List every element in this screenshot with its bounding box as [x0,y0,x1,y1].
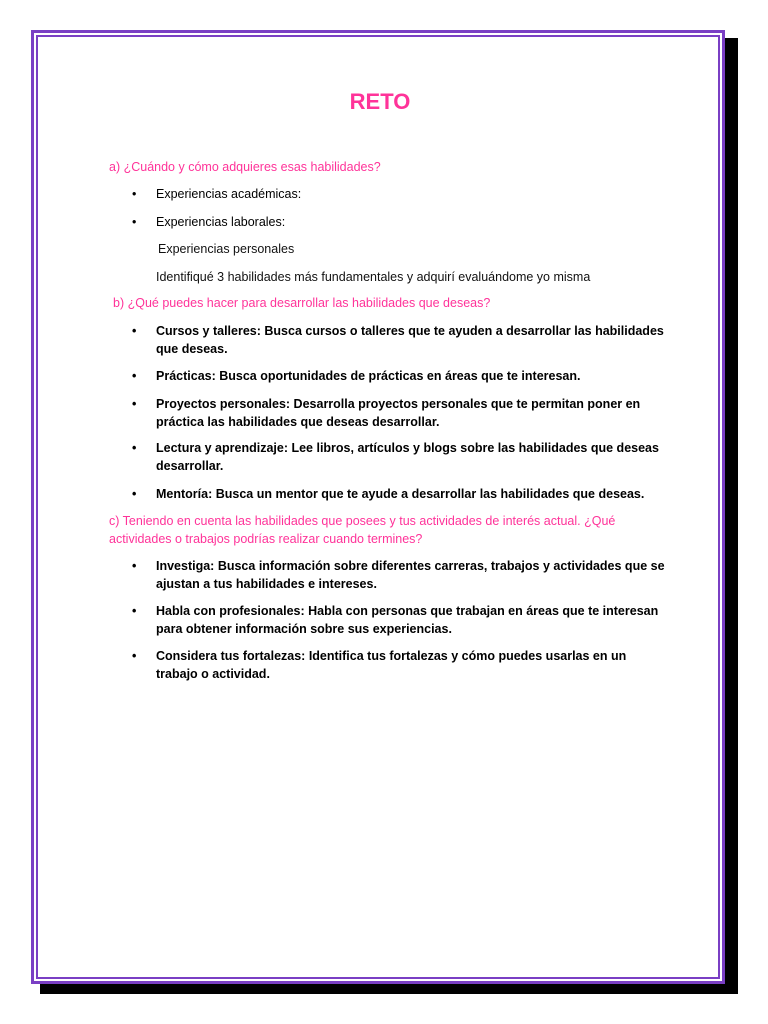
text-line: Experiencias personales [158,242,295,256]
list-item-text: Lectura y aprendizaje: Lee libros, artículos y blogs sobre las habilidades que deseas [156,441,659,455]
list-item-text: desarrollar. [156,459,224,473]
list-item [132,367,692,385]
list-item-text: Mentoría: Busca un mentor que te ayude a desarrollar las habilidades que deseas. [156,487,645,501]
list-item-text: Prácticas: Busca oportunidades de prácticas en áreas que te interesan. [156,369,581,383]
list-item-text: práctica las habilidades que deseas desarrollar. [156,415,440,429]
list-item-text: Cursos y talleres: Busca cursos o talleres que te ayuden a desarrollar las habilidades [156,324,664,338]
list-item-text: Experiencias laborales: [156,215,286,229]
page-title: RETO [349,89,411,114]
bullet-icon: • [132,324,137,338]
list-item [132,395,692,431]
list-item-text: Investiga: Busca información sobre diferentes carreras, trabajos y actividades que se [156,559,665,573]
question-c: c) Teniendo en cuenta las habilidades que posees y tus actividades de interés actual. ¿Qué [109,514,616,528]
list-item [132,185,692,203]
bullet-icon: • [132,397,137,411]
list-item [132,439,692,475]
text-line: Identifiqué 3 habilidades más fundamentales y adquirí evaluándome yo misma [156,270,591,284]
bullet-icon: • [132,215,137,229]
bullet-icon: • [132,559,137,573]
list-item [132,647,692,683]
list-item [132,322,692,358]
list-item-text: Habla con profesionales: Habla con personas que trabajan en áreas que te interesan [156,604,659,618]
list-item-text: Experiencias académicas: [156,187,302,201]
list-item-text: Considera tus fortalezas: Identifica tus fortalezas y cómo puedes usarlas en un [156,649,627,663]
bullet-icon: • [132,487,137,501]
bullet-icon: • [132,187,137,201]
question-a: a) ¿Cuándo y cómo adquieres esas habilidades? [109,160,381,174]
page-border-inner [36,35,720,979]
list-item-text: ajustan a tus habilidades e intereses. [156,577,377,591]
list-item-text: para obtener información sobre sus experiencias. [156,622,452,636]
bullet-icon: • [132,441,137,455]
list-item [132,602,692,638]
list-item [132,557,692,593]
list-item-text: trabajo o actividad. [156,667,270,681]
bullet-icon: • [132,649,137,663]
list-item-text: que deseas. [156,342,228,356]
bullet-icon: • [132,369,137,383]
bullet-icon: • [132,604,137,618]
question-c-continued: actividades o trabajos podrías realizar cuando termines? [109,532,423,546]
list-item [132,213,692,231]
question-b: b) ¿Qué puedes hacer para desarrollar las habilidades que deseas? [113,296,491,310]
list-item-text: Proyectos personales: Desarrolla proyectos personales que te permitan poner en [156,397,641,411]
list-item [132,485,692,503]
